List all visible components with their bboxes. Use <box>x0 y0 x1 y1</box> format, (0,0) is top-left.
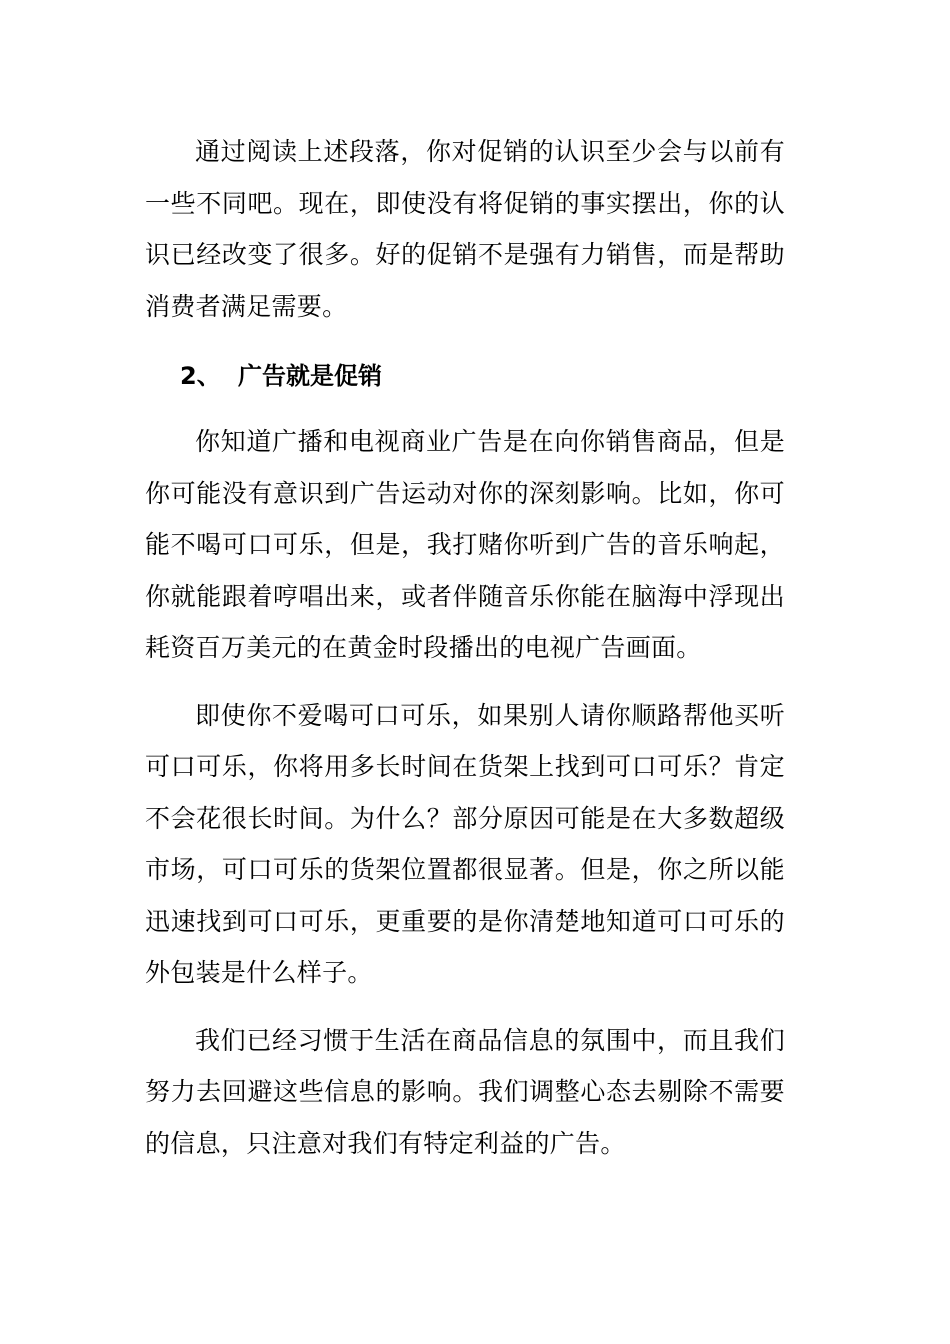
intro-paragraph: 通过阅读上述段落，你对促销的认识至少会与以前有一些不同吧。现在，即使没有将促销的事实摆出，你的认识已经改变了很多。好的促销不是强有力销售，而是帮助消费者满足需要。 <box>145 137 785 321</box>
section-heading <box>145 356 785 396</box>
body-paragraph-3: 我们已经习惯于生活在商品信息的氛围中，而且我们努力去回避这些信息的影响。我们调整心态去剔除不需要的信息，只注意对我们有特定利益的广告。 <box>145 1025 785 1158</box>
document-page <box>145 126 785 1169</box>
section-number: 2、 <box>180 362 221 390</box>
section-title: 广告就是促销 <box>238 362 382 390</box>
body-paragraph-1: 你知道广播和电视商业广告是在向你销售商品，但是你可能没有意识到广告运动对你的深刻影响。比如，你可能不喝可口可乐，但是，我打赌你听到广告的音乐响起，你就能跟着哼唱出来，或者伴随音乐你能在脑海中浮现出耗资百万美元的在黄金时段播出的电视广告画面。 <box>145 427 785 662</box>
body-paragraph-2: 即使你不爱喝可口可乐，如果别人请你顺路帮他买听可口可乐，你将用多长时间在货架上找到可口可乐？肯定不会花很长时间。为什么？部分原因可能是在大多数超级市场，可口可乐的货架位置都很显著。但是，你之所以能迅速找到可口可乐，更重要的是你清楚地知道可口可乐的外包装是什么样子。 <box>145 700 785 987</box>
